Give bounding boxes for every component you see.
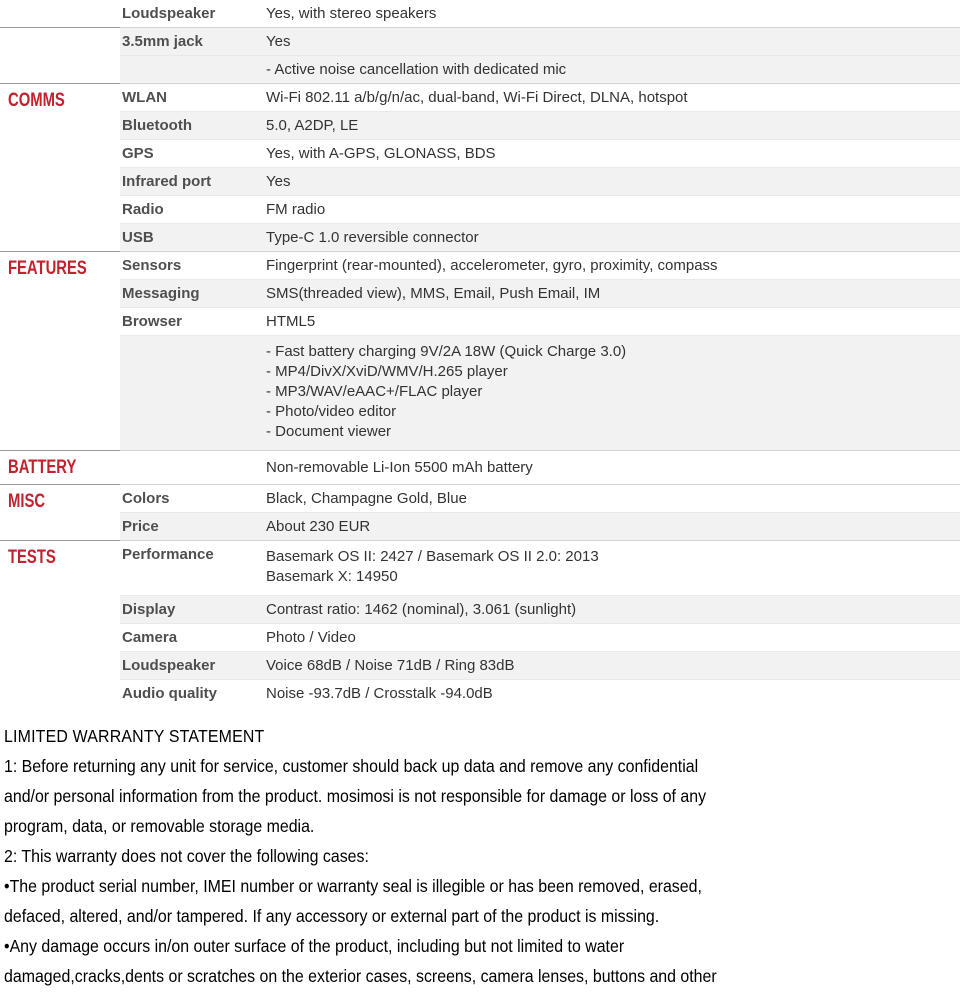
warranty-lines [4, 751, 960, 991]
warranty-line: •Any damage occurs in/on outer surface of the product, including but not limited to water [4, 936, 625, 956]
spec-row [120, 541, 960, 595]
section-rows [120, 541, 960, 707]
section-label-cell-battery [0, 451, 120, 484]
spec-value-line: - Fast battery charging 9V/2A 18W (Quick Charge 3.0) [266, 343, 627, 360]
spec-section [0, 27, 960, 83]
spec-value: Yes, with A-GPS, GLONASS, BDS [266, 145, 496, 162]
section-label-cell-features [0, 252, 120, 450]
spec-value [266, 541, 960, 595]
section-label: FEATURES [8, 258, 87, 279]
spec-value: Yes, with stereo speakers [266, 5, 437, 22]
spec-name: USB [122, 229, 154, 246]
spec-value: Wi-Fi 802.11 a/b/g/n/ac, dual-band, Wi-Fi Direct, DLNA, hotspot [266, 89, 688, 106]
warranty-line: 1: Before returning any unit for service, customer should back up data and remove any confidential [4, 756, 699, 776]
spec-value: Noise -93.7dB / Crosstalk -94.0dB [266, 685, 493, 702]
spec-row [120, 307, 960, 335]
spec-name: WLAN [122, 89, 167, 106]
spec-value: Type-C 1.0 reversible connector [266, 229, 479, 246]
section-rows [120, 84, 960, 251]
section-label: BATTERY [8, 457, 77, 478]
spec-name: Audio quality [122, 685, 217, 702]
warranty-line: damaged,cracks,dents or scratches on the exterior cases, screens, camera lenses, buttons and other [4, 966, 717, 986]
warranty-line: program, data, or removable storage media. [4, 816, 315, 836]
spec-value [266, 336, 960, 450]
spec-name [120, 336, 266, 450]
warranty-section [0, 721, 960, 991]
spec-value-line: Basemark OS II: 2427 / Basemark OS II 2.0: 2013 [266, 548, 599, 565]
warranty-text-block [4, 721, 960, 991]
spec-row [120, 139, 960, 167]
spec-row [120, 111, 960, 139]
spec-row [120, 28, 960, 55]
spec-value-line: - MP4/DivX/XviD/WMV/H.265 player [266, 363, 508, 380]
spec-name: Browser [122, 313, 183, 330]
spec-section [0, 83, 960, 251]
spec-value: About 230 EUR [266, 518, 371, 535]
spec-row [120, 252, 960, 279]
spec-value-line: - MP3/WAV/eAAC+/FLAC player [266, 383, 483, 400]
spec-row [120, 651, 960, 679]
spec-row [120, 595, 960, 623]
spec-name: Sensors [122, 257, 182, 274]
spec-name: GPS [122, 145, 154, 162]
spec-name: Loudspeaker [122, 657, 216, 674]
spec-name: 3.5mm jack [122, 33, 203, 50]
spec-row [120, 195, 960, 223]
spec-value: SMS(threaded view), MMS, Email, Push Email, IM [266, 285, 601, 302]
spec-row [120, 167, 960, 195]
spec-value: Yes [266, 173, 291, 190]
spec-value: Contrast ratio: 1462 (nominal), 3.061 (sunlight) [266, 601, 577, 618]
spec-value: Yes [266, 33, 291, 50]
spec-name: Camera [122, 629, 178, 646]
spec-value: 5.0, A2DP, LE [266, 117, 359, 134]
spec-section [0, 484, 960, 540]
spec-row [120, 512, 960, 540]
spec-name: Messaging [122, 285, 200, 302]
spec-row [120, 0, 960, 27]
section-label-cell-tests [0, 541, 120, 707]
spec-section [0, 450, 960, 484]
spec-value: Non-removable Li-Ion 5500 mAh battery [266, 459, 533, 476]
section-label: TESTS [8, 547, 56, 568]
spec-name [120, 451, 266, 484]
warranty-line: 2: This warranty does not cover the following cases: [4, 846, 369, 866]
spec-row [120, 84, 960, 111]
spec-section [0, 540, 960, 707]
spec-value-line: - Photo/video editor [266, 403, 397, 420]
spec-name: Display [122, 601, 176, 618]
spec-row [120, 335, 960, 450]
spec-section [0, 0, 960, 27]
section-rows [120, 0, 960, 27]
spec-name [120, 56, 266, 83]
section-rows [120, 451, 960, 484]
spec-value-line: - Document viewer [266, 423, 392, 440]
spec-row [120, 55, 960, 83]
section-label-cell-misc [0, 485, 120, 540]
section-rows [120, 28, 960, 83]
warranty-line: and/or personal information from the product. mosimosi is not responsible for damage or loss of any [4, 786, 707, 806]
warranty-line: •The product serial number, IMEI number or warranty seal is illegible or has been removed, erased, [4, 876, 702, 896]
section-label: MISC [8, 491, 46, 512]
spec-value: Photo / Video [266, 629, 356, 646]
spec-name: Performance [122, 546, 214, 563]
spec-name: Radio [122, 201, 164, 218]
section-rows [120, 485, 960, 540]
spec-section [0, 251, 960, 450]
spec-row [120, 623, 960, 651]
warranty-line: defaced, altered, and/or tampered. If any accessory or external part of the product is missing. [4, 906, 660, 926]
spec-name: Colors [122, 490, 170, 507]
spec-value: Black, Champagne Gold, Blue [266, 490, 467, 507]
section-label-cell-comms [0, 84, 120, 251]
section-label-cell [0, 0, 120, 27]
spec-value: - Active noise cancellation with dedicated mic [266, 61, 567, 78]
spec-name: Bluetooth [122, 117, 192, 134]
spec-value: Fingerprint (rear-mounted), accelerometer, gyro, proximity, compass [266, 257, 718, 274]
spec-row [120, 485, 960, 512]
spec-row [120, 223, 960, 251]
spec-name: Infrared port [122, 173, 212, 190]
spec-value: Voice 68dB / Noise 71dB / Ring 83dB [266, 657, 515, 674]
section-label-cell [0, 28, 120, 83]
spec-value: FM radio [266, 201, 326, 218]
spec-value: HTML5 [266, 313, 316, 330]
spec-row [120, 679, 960, 707]
section-label: COMMS [8, 90, 65, 111]
section-rows [120, 252, 960, 450]
warranty-title: LIMITED WARRANTY STATEMENT [4, 726, 265, 746]
spec-name: Loudspeaker [122, 5, 216, 22]
spec-row [120, 279, 960, 307]
spec-name: Price [122, 518, 159, 535]
spec-row [120, 451, 960, 484]
spec-value-line: Basemark X: 14950 [266, 568, 398, 585]
